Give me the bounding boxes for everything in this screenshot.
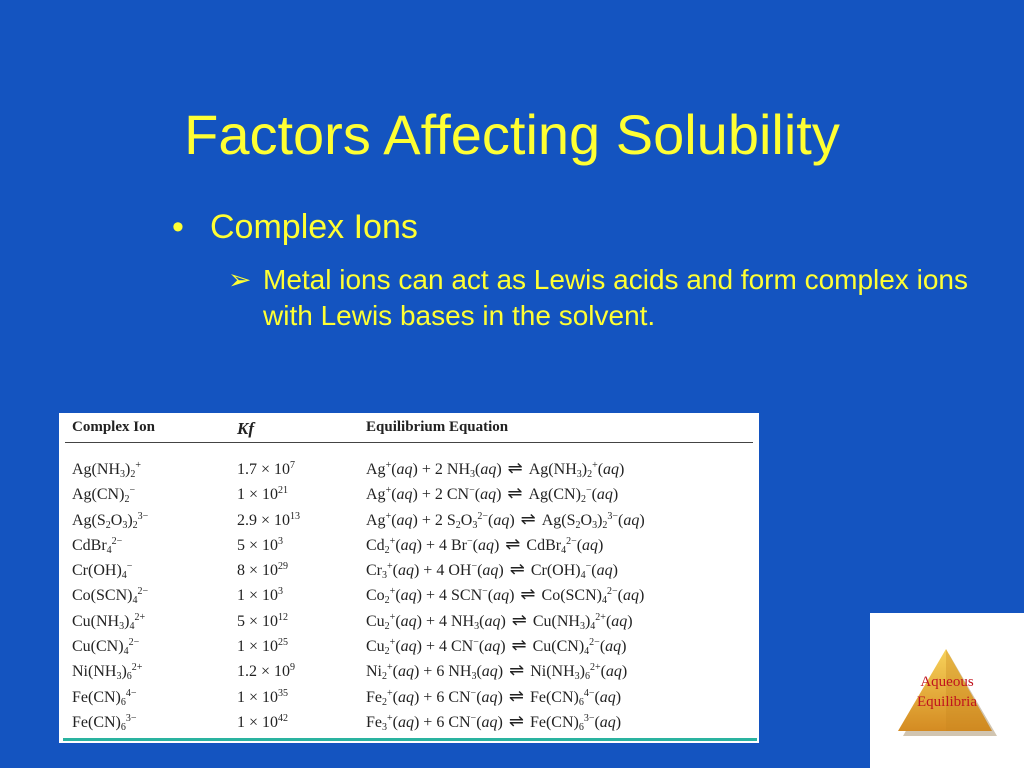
table-header [59, 413, 759, 443]
cell-kf: $1 \times 10^{35}$ [237, 687, 289, 706]
cell-complex-ion: $Ag(NH_3)_2^+$ [72, 460, 141, 480]
cell-kf: $1 \times 10^{25}$ [237, 637, 289, 656]
cell-complex-ion: $Cu(NH_3)_4^{2+}$ [72, 611, 146, 632]
table-row [59, 453, 759, 478]
cell-complex-ion: $Fe(CN)_6^{3-}$ [72, 712, 137, 733]
cell-kf: $8 \times 10^{29}$ [237, 561, 289, 580]
cell-complex-ion: $Cu(CN)_4^{2-}$ [72, 637, 140, 658]
arrow-bullet-icon: ➢ [228, 264, 252, 295]
table-row [59, 681, 759, 706]
cell-kf: $1 \times 10^{42}$ [237, 712, 289, 731]
cell-complex-ion: $Ag(CN)_2^-$ [72, 485, 136, 506]
header-complex-ion: Complex Ion [72, 419, 155, 435]
cell-complex-ion: $Ni(NH_3)_6^{2+}$ [72, 662, 143, 683]
table-row [59, 605, 759, 630]
cell-equation: $Cu_2^+(aq) + 4$ $NH_3(aq)$ ⇌ $Cu(NH_3)_4^{2+}(aq)$ [366, 609, 633, 632]
cell-kf: $5 \times 10^3$ [237, 535, 284, 554]
formation-constants-table [59, 413, 759, 743]
bullet-complex-ions [172, 205, 418, 249]
table-body [59, 453, 759, 731]
cell-complex-ion: CdBr$_4^{2-}$ [72, 535, 123, 556]
cell-equation: $Cu_2^+(aq) + 4$ CN−(aq) ⇌ $Cu(CN)_4^{2-}(aq)$ [366, 635, 627, 658]
header-kf: Kf [237, 419, 254, 438]
table-row [59, 706, 759, 731]
table-row [59, 478, 759, 506]
cell-kf: $1.7 \times 10^7$ [237, 460, 296, 478]
cell-equation: $Fe_3^+(aq) + 6$ CN−(aq) ⇌ $Fe(CN)_6^{3-}(aq)$ [366, 710, 622, 733]
cell-equation: Ag+(aq) + 2 $NH_3(aq)$ ⇌ $Ag(NH_3)_2^+(aq)$ [366, 458, 625, 480]
cell-kf: $1 \times 10^3$ [237, 586, 284, 605]
cell-equation: $Cd_2^+(aq) + 4$ Br−(aq) ⇌ CdBr$_4^{2-}$(aq) [366, 533, 604, 556]
header-rule [65, 442, 753, 443]
cell-complex-ion: $Co(SCN)_4^{2-}$ [72, 586, 149, 607]
cell-equation: Ag+(aq) + 2 $S_2O_3^{2-}(aq)$ ⇌ $Ag(S_2O_3)_2^{3-}(aq)$ [366, 508, 645, 531]
logo-panel [870, 613, 1024, 768]
cell-equation: $Co_2^+(aq) + 4$ SCN−(aq) ⇌ $Co(SCN)_4^{2-}(aq)$ [366, 584, 645, 607]
cell-equation: Ag+(aq) + 2 CN−(aq) ⇌ $Ag(CN)_2^-(aq)$ [366, 483, 619, 506]
sub-bullet-text: Metal ions can act as Lewis acids and form complex ions with Lewis bases in the solvent. [263, 264, 968, 331]
cell-equation: $Ni_2^+(aq) + 6$ $NH_3(aq)$ ⇌ $Ni(NH_3)_6^{2+}(aq)$ [366, 660, 628, 683]
logo-line-aqueous: Aqueous [920, 674, 974, 690]
cell-kf: $1.2 \times 10^9$ [237, 662, 296, 681]
table-row [59, 554, 759, 582]
header-equation: Equilibrium Equation [366, 419, 509, 435]
cell-kf: $5 \times 10^{12}$ [237, 611, 289, 630]
table-bottom-rule [63, 738, 757, 741]
table-row [59, 579, 759, 607]
sub-bullet-lewis [228, 262, 988, 334]
bullet-dot-icon: • [172, 208, 184, 246]
table-row [59, 655, 759, 683]
cell-complex-ion: $Ag(S_2O_3)_2^{3-}$ [72, 510, 149, 531]
cell-kf: $1 \times 10^{21}$ [237, 485, 289, 504]
cell-kf: $2.9 \times 10^{13}$ [237, 510, 301, 529]
logo-line-equilibria: Equilibria [917, 694, 977, 710]
table-row [59, 504, 759, 529]
cell-complex-ion: $Fe(CN)_6^{4-}$ [72, 687, 137, 708]
cell-complex-ion: $Cr(OH)_4^-$ [72, 561, 133, 582]
slide-title: Factors Affecting Solubility [184, 103, 840, 166]
cell-equation: $Fe_2^+(aq) + 6$ CN−(aq) ⇌ $Fe(CN)_6^{4-}(aq)$ [366, 685, 622, 708]
bullet1-text: Complex Ions [210, 208, 418, 246]
table-row [59, 630, 759, 658]
cell-equation: $Cr_3^+(aq) + 4$ OH−(aq) ⇌ $Cr(OH)_4^-(aq)$ [366, 559, 618, 582]
table-row [59, 529, 759, 554]
